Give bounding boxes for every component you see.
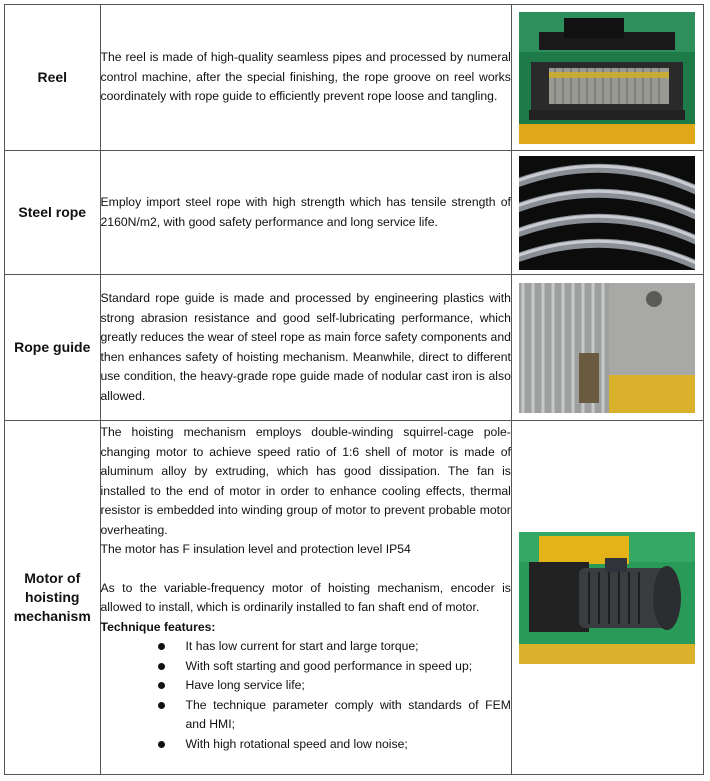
photo-cell [511, 5, 703, 151]
row-description [100, 275, 511, 421]
label-line: hoisting [25, 589, 80, 605]
description-text: The reel is made of high-quality seamless pipes and processed by numeral control machine, after the special finishing, the rope groove on reel works coordinately with rope guide to efficiently prevent rope loose and tangling. [100, 50, 511, 104]
motor-photo [519, 532, 695, 664]
description-text: Standard rope guide is made and processed by engineering plastics with strong abrasion resistance and good self-lubricating performance, which greatly reduces the wear of steel rope as main force safety components and then enhances safety of hoisting mechanism. Meanwhile, direct to different use condition, the heavy-grade rope guide made of nodular cast iron is also allowed. [100, 291, 511, 403]
table-row [5, 5, 704, 151]
list-item: With soft starting and good performance in speed up; [101, 657, 511, 677]
row-description [100, 421, 511, 775]
row-label [5, 421, 101, 775]
description-para: The hoisting mechanism employs double-winding squirrel-cage pole-changing motor to achieve speed ratio of 1:6 shell of motor is made of aluminum alloy by extruding, which has good dissipation. The fan is installed to the end of motor in order to enhance cooling effects, thermal resistor is embedded into winding group of motor to prevent probable motor overheating. [100, 425, 511, 537]
table-row [5, 421, 704, 775]
list-item: The technique parameter comply with standards of FEM and HMI; [101, 696, 511, 735]
table-row [5, 151, 704, 275]
reel-photo [519, 12, 695, 144]
row-label: Steel rope [5, 151, 101, 275]
spec-table [4, 4, 704, 775]
label-line: mechanism [13, 608, 91, 624]
spacer [101, 560, 511, 579]
photo-cell [511, 275, 703, 421]
photo-cell [511, 151, 703, 275]
features-list [101, 637, 511, 754]
list-item: With high rotational speed and low noise; [101, 735, 511, 755]
description-para: The motor has F insulation level and protection level IP54 [100, 542, 411, 556]
description-para: As to the variable-frequency motor of hoisting mechanism, encoder is allowed to install, which is ordinarily installed to fan shaft end of motor. [100, 580, 511, 614]
list-item: It has low current for start and large torque; [101, 637, 511, 657]
features-title: Technique features: [100, 619, 216, 634]
rope-guide-photo [519, 283, 695, 413]
photo-cell [511, 421, 703, 775]
row-label: Reel [5, 5, 101, 151]
description-text: Employ import steel rope with high strength which has tensile strength of 2160N/m2, with good safety performance and long service life. [100, 195, 511, 229]
row-label: Rope guide [5, 275, 101, 421]
list-item: Have long service life; [101, 676, 511, 696]
row-description [100, 5, 511, 151]
steel-rope-photo [519, 156, 695, 270]
label-line: Motor of [24, 570, 81, 586]
table-row [5, 275, 704, 421]
row-description [100, 151, 511, 275]
